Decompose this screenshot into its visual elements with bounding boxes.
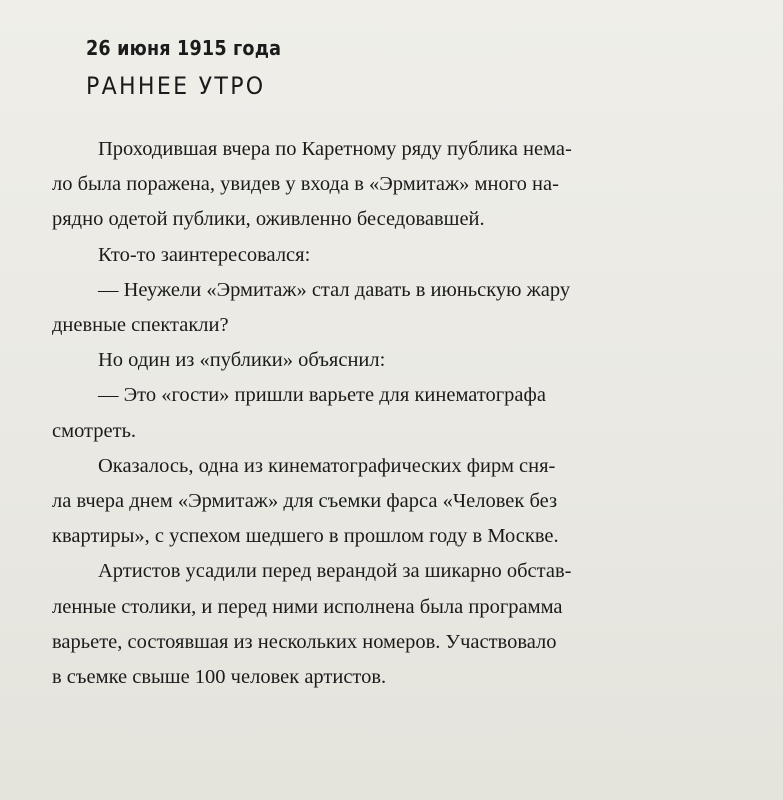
text-line: Кто-то заинтересовался: (98, 243, 311, 266)
article-body (52, 132, 743, 695)
article-date: 26 июня 1915 года (86, 36, 282, 60)
text-line: ло была поражена, увидев у входа в «Эрмитаж» много на- (52, 173, 559, 196)
text-line: Оказалось, одна из кинематографических фирм сня- (98, 454, 556, 477)
text-line: варьете, состоявшая из нескольких номеров. Участвовало (52, 630, 557, 653)
text-line: Но один из «публики» объяснил: (98, 349, 386, 372)
text-line: смотреть. (52, 419, 137, 442)
text-line: рядно одетой публики, оживленно беседовавшей. (52, 208, 485, 231)
text-line: квартиры», с успехом шедшего в прошлом году в Москве. (52, 525, 559, 548)
text-line: Проходившая вчера по Каретному ряду публика нема- (98, 138, 572, 160)
text-line: дневные спектакли? (52, 314, 229, 337)
article-title: РАННЕЕ УТРО (86, 72, 266, 100)
text-line: Артистов усадили перед верандой за шикарно обстав- (98, 560, 572, 583)
text-line: — Это «гости» пришли варьете для кинематографа (98, 384, 546, 407)
text-line: ленные столики, и перед ними исполнена была программа (52, 595, 563, 618)
text-line: в съемке свыше 100 человек артистов. (52, 666, 387, 689)
text-line: — Неужели «Эрмитаж» стал давать в июньскую жару (98, 278, 571, 301)
text-line: ла вчера днем «Эрмитаж» для съемки фарса «Человек без (52, 490, 558, 513)
